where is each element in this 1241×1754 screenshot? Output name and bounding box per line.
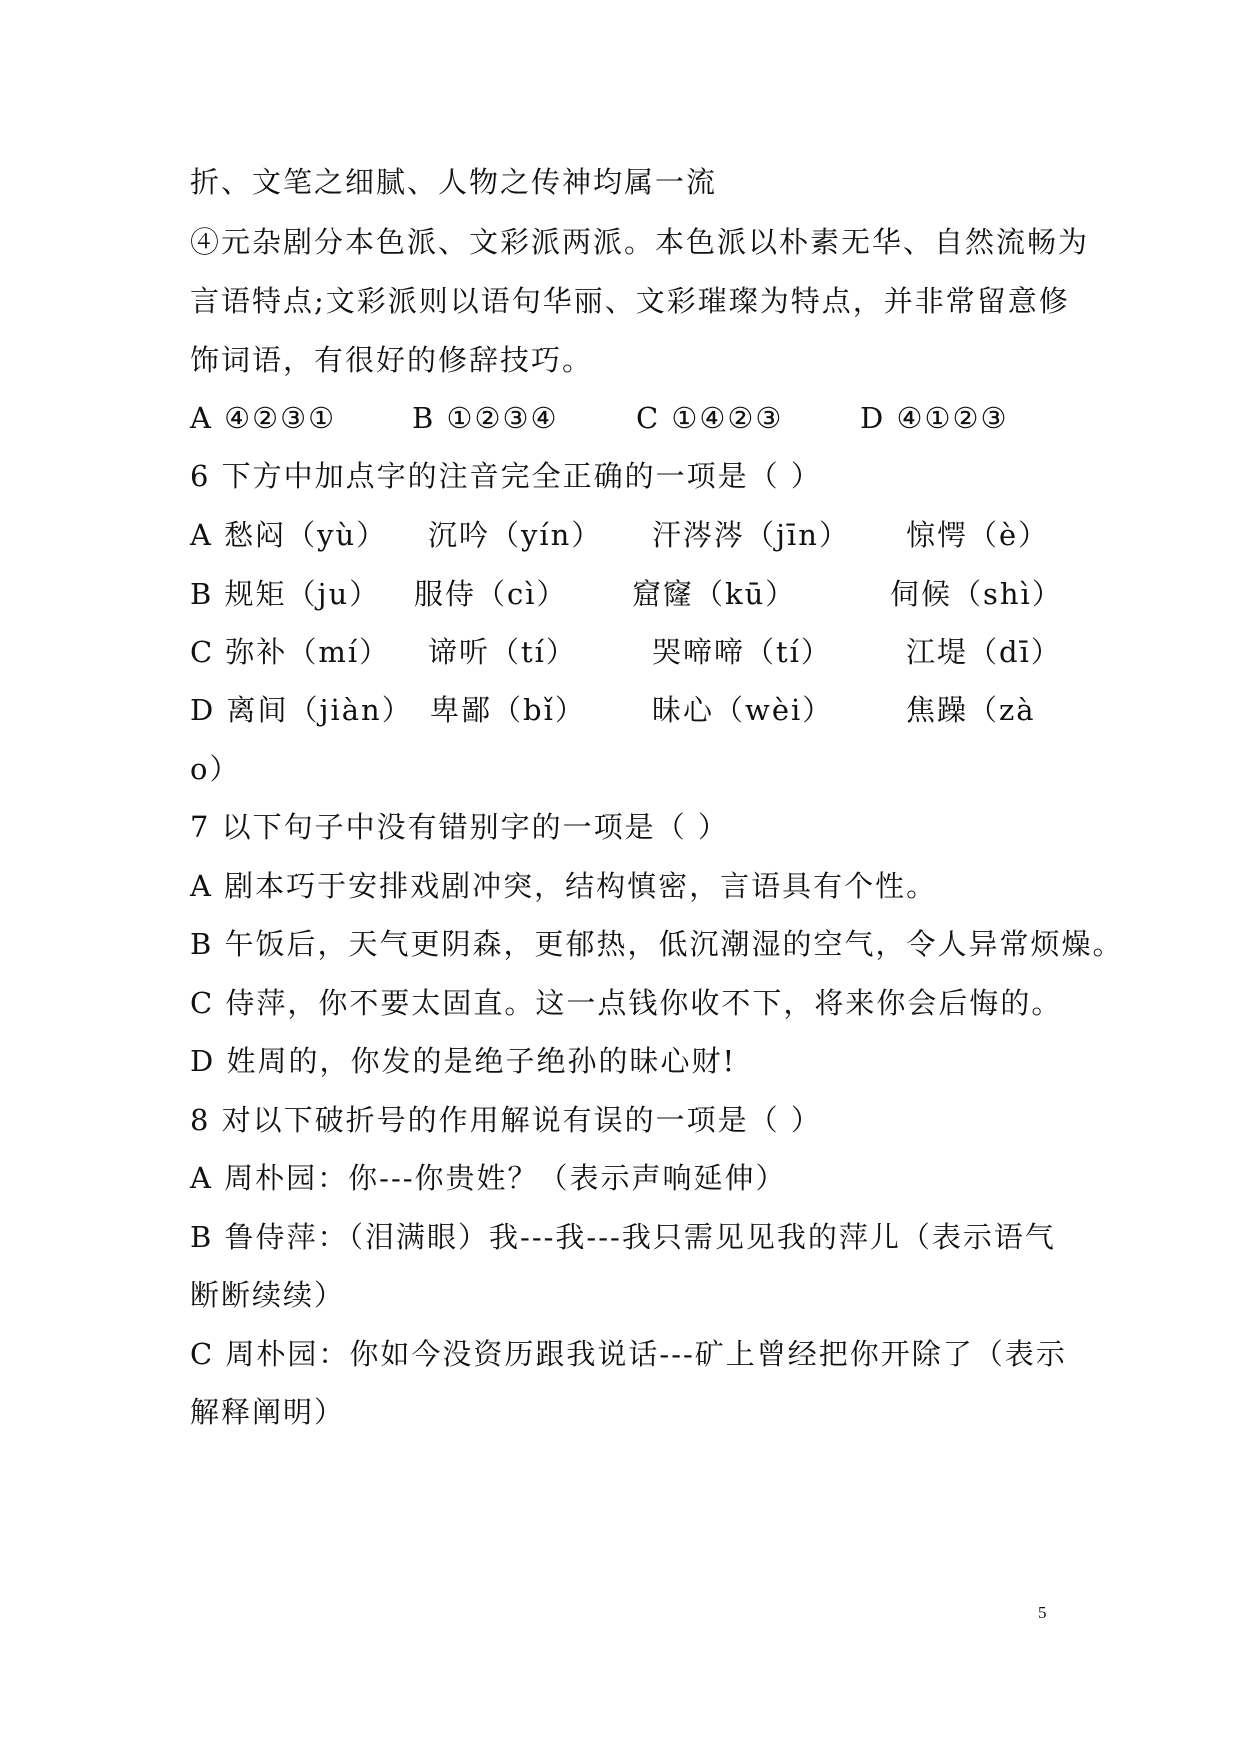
q6-d-item: 卑鄙（bǐ） — [430, 693, 586, 727]
q6-b-item: 服侍（cì） — [414, 577, 568, 611]
q5-option-b: B ①②③④ — [412, 401, 559, 435]
q6-d-item: 焦躁（zà — [906, 693, 1036, 727]
text-line: 饰词语，有很好的修辞技巧。 — [190, 343, 594, 377]
page-number: 5 — [1038, 1603, 1047, 1622]
q6-b-item: 窟窿（kū） — [632, 577, 797, 611]
text-line: ④元杂剧分本色派、文彩派两派。本色派以朴素无华、自然流畅为 — [190, 225, 1090, 259]
q5-option-d: D ④①②③ — [860, 401, 1009, 435]
q6-c-item: 谛听（tí） — [428, 635, 577, 669]
q7-option-d: D 姓周的，你发的是绝子绝孙的昧心财! — [190, 1044, 737, 1078]
text-line: 断断续续） — [190, 1278, 346, 1312]
q6-d-item: 昧心（wèi） — [652, 693, 834, 727]
question-6: 6 下方中加点字的注音完全正确的一项是（ ） — [190, 459, 822, 493]
question-8: 8 对以下破折号的作用解说有误的一项是（ ） — [190, 1103, 822, 1137]
text-line: 言语特点;文彩派则以语句华丽、文彩璀璨为特点，并非常留意修 — [190, 284, 1070, 318]
q6-b-item: 伺候（shì） — [890, 577, 1063, 611]
q8-option-a: A 周朴园：你---你贵姓？（表示声响延伸） — [190, 1161, 787, 1195]
q6-a-item: 沉吟（yín） — [428, 518, 603, 552]
q6-c-item: 江堤（dī） — [906, 635, 1062, 669]
q6-a-item: A 愁闷（yù） — [190, 518, 388, 552]
q6-a-item: 惊愕（è） — [906, 518, 1050, 552]
q6-d-item: D 离间（jiàn） — [190, 693, 413, 727]
q6-a-item: 汗涔涔（jīn） — [652, 518, 850, 552]
q8-option-c: C 周朴园：你如今没资历跟我说话---矿上曾经把你开除了（表示 — [190, 1337, 1067, 1371]
q6-option-row-d — [190, 690, 1090, 730]
q7-option-b: B 午饭后，天气更阴森，更郁热，低沉潮湿的空气，令人异常烦燥。 — [190, 927, 1124, 961]
q7-option-a: A 剧本巧于安排戏剧冲突，结构慎密，言语具有个性。 — [190, 869, 938, 903]
q6-c-item: C 弥补（mí） — [190, 635, 391, 669]
q6-option-row-c — [190, 632, 1090, 672]
q7-option-c: C 侍萍，你不要太固直。这一点钱你收不下，将来你会后悔的。 — [190, 986, 1063, 1020]
q5-option-a: A ④②③① — [190, 401, 337, 435]
text-line: 折、文笔之细腻、人物之传神均属一流 — [190, 165, 718, 199]
q5-options-row — [190, 398, 1090, 438]
q8-option-b: B 鲁侍萍：（泪满眼）我---我---我只需见见我的萍儿（表示语气 — [190, 1220, 1056, 1254]
q5-option-c: C ①④②③ — [636, 401, 784, 435]
q6-option-row-a — [190, 515, 1090, 555]
q6-c-item: 哭啼啼（tí） — [652, 635, 832, 669]
q6-b-item: B 规矩（ju） — [190, 577, 381, 611]
question-7: 7 以下句子中没有错别字的一项是（ ） — [190, 810, 729, 844]
q6-option-row-b — [190, 574, 1090, 614]
text-line: o） — [190, 752, 241, 786]
text-line: 解释阐明） — [190, 1395, 346, 1429]
